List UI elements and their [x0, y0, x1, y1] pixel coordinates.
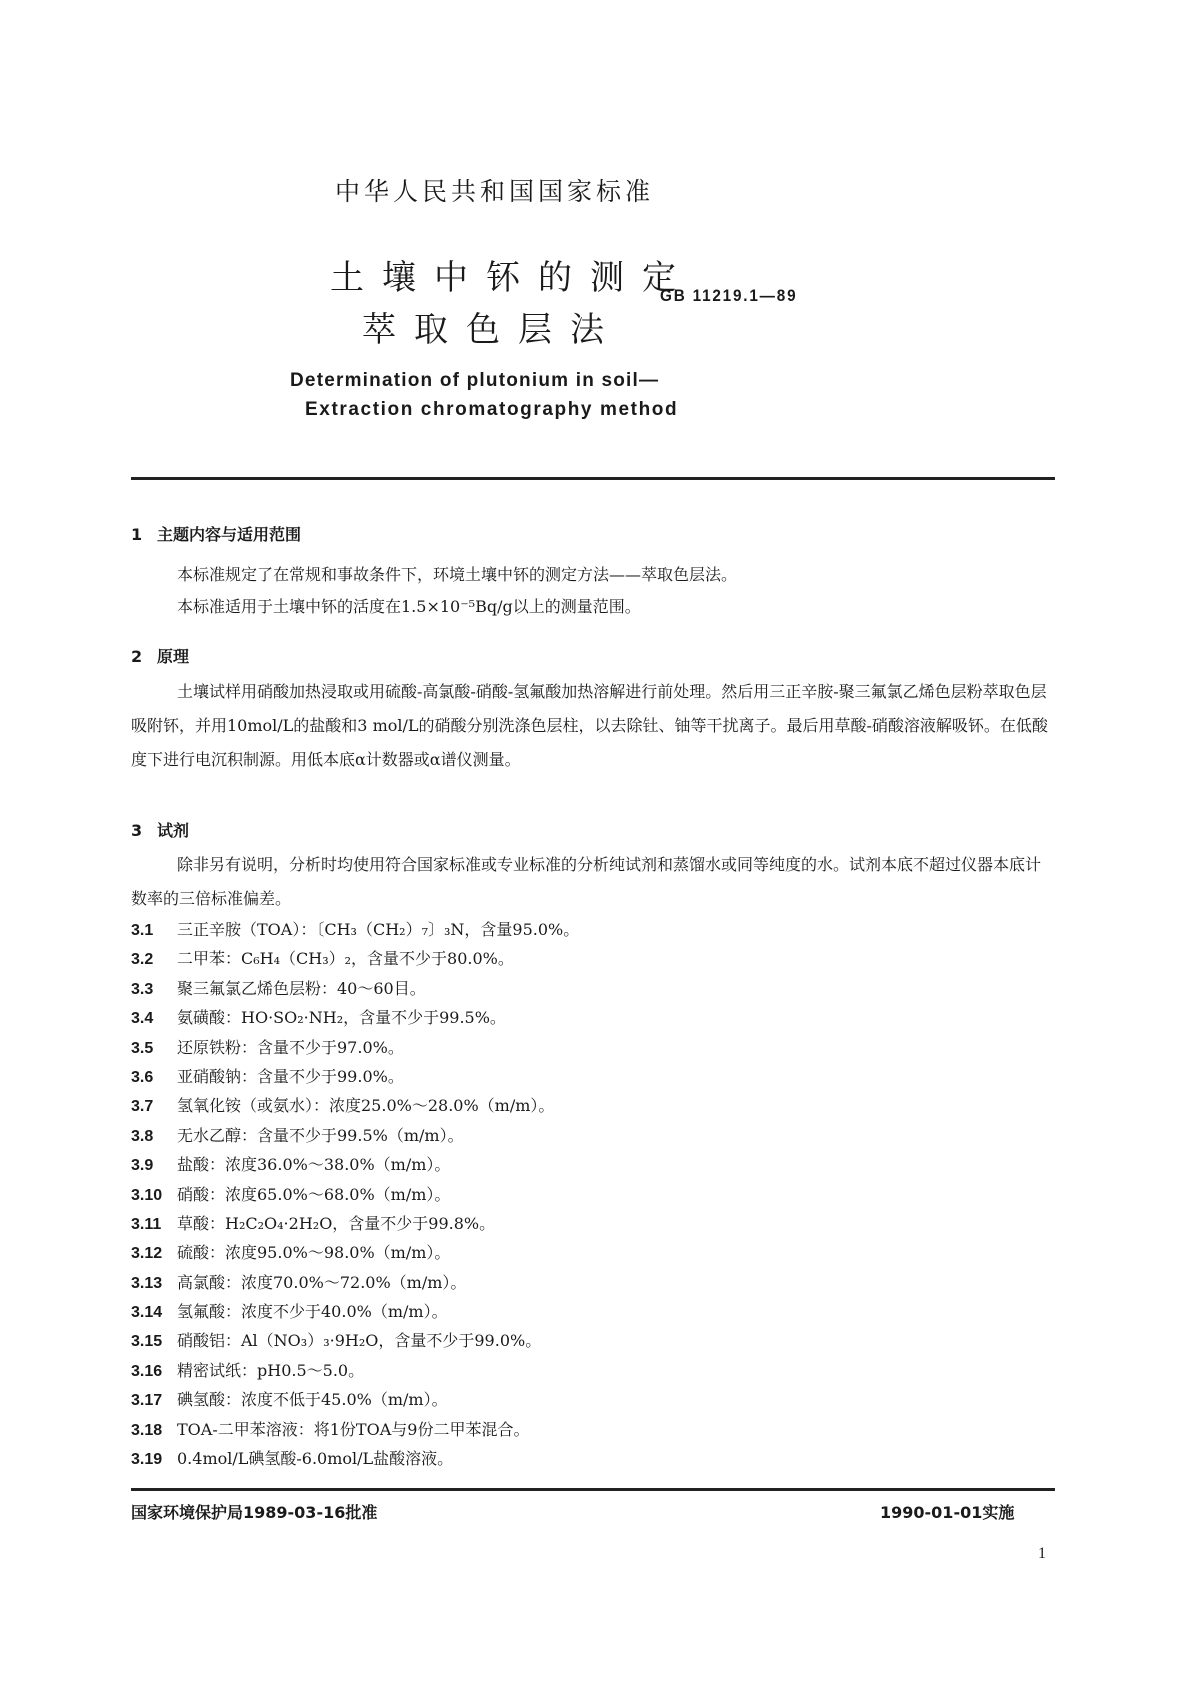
- item-text: 三正辛胺（TOA）：〔CH₃（CH₂）₇〕₃N，含量95.0%。: [177, 920, 580, 939]
- item-number: 3.13: [131, 1275, 163, 1292]
- section-title: 主题内容与适用范围: [157, 525, 302, 544]
- reagent-item: [131, 1387, 448, 1410]
- reagent-item: [131, 1182, 450, 1205]
- item-text: 高氯酸：浓度70.0%～72.0%（m/m）。: [177, 1273, 467, 1292]
- item-text: 硝酸铝：Al（NO₃）₃·9H₂O，含量不少于99.0%。: [177, 1331, 542, 1350]
- item-number: 3.14: [131, 1304, 163, 1321]
- item-number: 3.9: [131, 1157, 154, 1174]
- item-text: 碘氢酸：浓度不低于45.0%（m/m）。: [177, 1390, 448, 1409]
- item-number: 3.4: [131, 1010, 154, 1027]
- item-text: 亚硝酸钠：含量不少于99.0%。: [177, 1067, 404, 1086]
- section-title: 试剂: [157, 821, 190, 840]
- page-number: 1: [1038, 1545, 1046, 1562]
- standard-code: GB 11219.1—89: [660, 286, 798, 305]
- item-text: 0.4mol/L碘氢酸-6.0mol/L盐酸溶液。: [177, 1449, 454, 1468]
- reagent-item: [131, 1358, 364, 1381]
- item-number: 3.19: [131, 1451, 163, 1468]
- item-text: 硝酸：浓度65.0%～68.0%（m/m）。: [177, 1185, 451, 1204]
- item-number: 3.6: [131, 1069, 154, 1086]
- reagent-item: [131, 1270, 466, 1293]
- section-number: 2: [131, 647, 143, 666]
- english-title-line-1: Determination of plutonium in soil—: [290, 370, 660, 391]
- reagent-item: [131, 1064, 404, 1087]
- item-number: 3.18: [131, 1422, 163, 1439]
- item-number: 3.11: [131, 1216, 162, 1233]
- nation-standard-label: 中华人民共和国国家标准: [335, 177, 655, 206]
- item-text: 氨磺酸：HO·SO₂·NH₂，含量不少于99.5%。: [177, 1008, 506, 1027]
- item-number: 3.3: [131, 981, 154, 998]
- reagent-item: [131, 1446, 453, 1469]
- item-number: 3.8: [131, 1128, 154, 1145]
- reagent-item: [131, 1152, 450, 1175]
- item-number: 3.7: [131, 1098, 154, 1115]
- reagent-item: [131, 917, 579, 940]
- item-text: 精密试纸：pH0.5～5.0。: [177, 1361, 365, 1380]
- item-text: 二甲苯：C₆H₄（CH₃）₂，含量不少于80.0%。: [177, 949, 514, 968]
- item-text: 氢氧化铵（或氨水）：浓度25.0%～28.0%（m/m）。: [177, 1096, 555, 1115]
- approval-date: 国家环境保护局1989-03-16批准: [131, 1503, 378, 1522]
- paragraph: 除非另有说明，分析时均使用符合国家标准或专业标准的分析纯试剂和蒸馏水或同等纯度的水。试剂本底不超过仪器本底计数率的三倍标准偏差。: [131, 855, 1042, 908]
- item-number: 3.1: [131, 922, 154, 939]
- section-heading-1: [131, 522, 301, 545]
- reagent-item: [131, 1299, 448, 1322]
- item-text: 硫酸：浓度95.0%～98.0%（m/m）。: [177, 1243, 451, 1262]
- reagent-item: [131, 1123, 464, 1146]
- paragraph: 本标准规定了在常规和事故条件下，环境土壤中钚的测定方法——萃取色层法。: [177, 565, 738, 584]
- item-text: 草酸：H₂C₂O₄·2H₂O，含量不少于99.8%。: [177, 1214, 496, 1233]
- paragraph: 本标准适用于土壤中钚的活度在1.5×10⁻⁵Bq/g以上的测量范围。: [177, 597, 641, 616]
- item-number: 3.16: [131, 1363, 163, 1380]
- reagent-item: [131, 1211, 495, 1234]
- reagent-item: [131, 1417, 529, 1440]
- item-text: TOA-二甲苯溶液：将1份TOA与9份二甲苯混合。: [177, 1420, 530, 1439]
- section-title: 原理: [157, 647, 190, 666]
- reagent-item: [131, 976, 426, 999]
- item-text: 氢氟酸：浓度不少于40.0%（m/m）。: [177, 1302, 448, 1321]
- item-text: 盐酸：浓度36.0%～38.0%（m/m）。: [177, 1155, 451, 1174]
- english-title-line-2: Extraction chromatography method: [305, 399, 679, 420]
- item-text: 还原铁粉：含量不少于97.0%。: [177, 1038, 404, 1057]
- reagent-item: [131, 946, 514, 969]
- item-number: 3.2: [131, 951, 154, 968]
- reagent-item: [131, 1035, 404, 1058]
- item-number: 3.10: [131, 1187, 163, 1204]
- header-divider: [131, 477, 1055, 480]
- section-heading-2: [131, 644, 189, 667]
- item-number: 3.5: [131, 1040, 154, 1057]
- section-number: 3: [131, 821, 143, 840]
- item-number: 3.17: [131, 1392, 163, 1409]
- item-text: 聚三氟氯乙烯色层粉：40～60目。: [177, 979, 426, 998]
- paragraph: 土壤试样用硝酸加热浸取或用硫酸-高氯酸-硝酸-氢氟酸加热溶解进行前处理。然后用三正辛胺-聚三氟氯乙烯色层粉萃取色层吸附钚，并用10mol/L的盐酸和3 mol/L的硝酸分别洗涤色层柱，以去除钍、铀等干扰离子。最后用草酸-硝酸溶液解吸钚。在低酸度下进行电沉积制源。用低本底α计数器或α谱仪测量。: [131, 682, 1048, 769]
- reagent-item: [131, 1005, 506, 1028]
- item-number: 3.15: [131, 1333, 163, 1350]
- section-number: 1: [131, 525, 143, 544]
- footer-divider: [131, 1488, 1055, 1491]
- reagent-item: [131, 1093, 554, 1116]
- item-text: 无水乙醇：含量不少于99.5%（m/m）。: [177, 1126, 464, 1145]
- item-number: 3.12: [131, 1245, 163, 1262]
- section-heading-3: [131, 818, 189, 841]
- effective-date: 1990-01-01实施: [880, 1503, 1015, 1522]
- title-line-1: 土壤中钚的测定: [330, 258, 694, 298]
- reagent-item: [131, 1240, 450, 1263]
- title-line-2: 萃取色层法: [362, 310, 622, 350]
- reagent-item: [131, 1328, 541, 1351]
